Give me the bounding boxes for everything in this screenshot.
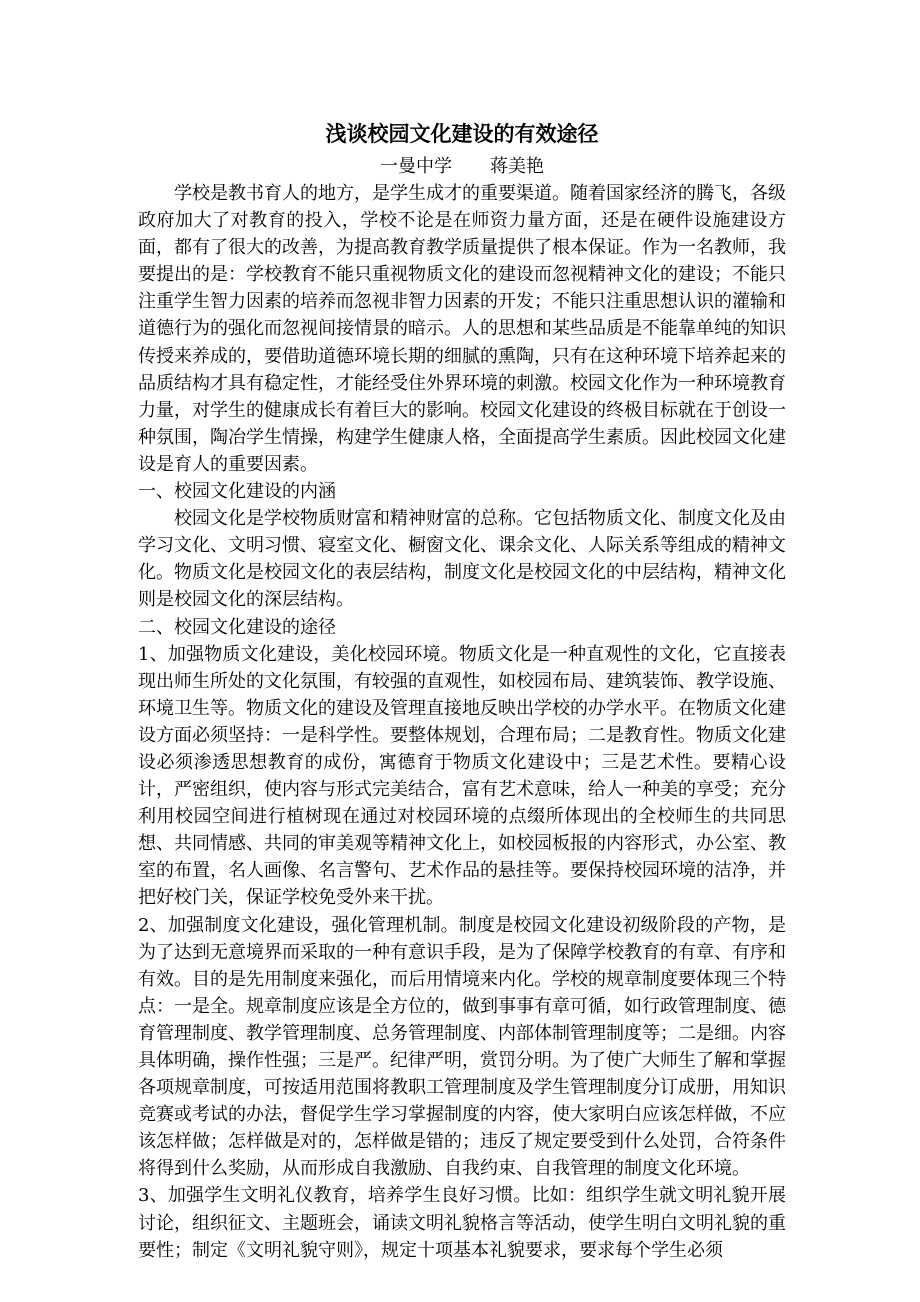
section-heading-2: 二、校园文化建设的途径: [138, 616, 336, 638]
section-1-paragraph: 校园文化是学校物质财富和精神财富的总称。它包括物质文化、制度文化及由学习文化、文明习惯、寝室文化、橱窗文化、课余文化、人际关系等组成的精神文化。物质文化是校园文化的表层结构，制度文化是校园文化的中层结构，精神文化则是校园文化的深层结构。: [138, 508, 786, 611]
section-heading-1: 一、校园文化建设的内涵: [138, 481, 336, 503]
document-page: [138, 118, 786, 1264]
author-name: 蒋美艳: [490, 156, 544, 177]
list-item-2: 2、加强制度文化建设，强化管理机制。制度是校园文化建设初级阶段的产物，是为了达到无意境界而采取的一种有意识手段，是为了保障学校教育的有章、有序和有效。目的是先用制度来强化，而后用情境来内化。学校的规章制度要体现三个特点：一是全。规章制度应该是全方位的，做到事事有章可循，如行政管理制度、德育管理制度、教学管理制度、总务管理制度、内部体制管理制度等；二是细。内容具体明确，操作性强；三是严。纪律严明，赏罚分明。为了使广大师生了解和掌握各项规章制度，可按适用范围将教职工管理制度及学生管理制度分订成册，用知识竞赛或考试的办法，督促学生学习掌握制度的内容，使大家明白应该怎样做，不应该怎样做；怎样做是对的，怎样做是错的；违反了规定要受到什么处罚，合符条件将得到什么奖励，从而形成自我激励、自我约束、自我管理的制度文化环境。: [138, 914, 786, 1180]
list-item-3: 3、加强学生文明礼仪教育，培养学生良好习惯。比如：组织学生就文明礼貌开展讨论，组织征文、主题班会，诵读文明礼貌格言等活动，使学生明白文明礼貌的重要性；制定《文明礼貌守则》，规定十项基本礼貌要求，要求每个学生必须: [138, 1185, 786, 1261]
intro-paragraph: 学校是教书育人的地方，是学生成才的重要渠道。随着国家经济的腾飞，各级政府加大了对教育的投入，学校不论是在师资力量方面，还是在硬件设施建设方面，都有了很大的改善，为提高教育教学质量提供了根本保证。作为一名教师，我要提出的是：学校教育不能只重视物质文化的建设而忽视精神文化的建设；不能只注重学生智力因素的培养而忽视非智力因素的开发；不能只注重思想认识的灌输和道德行为的强化而忽视间接情景的暗示。人的思想和某些品质是不能靠单纯的知识传授来养成的，要借助道德环境长期的细腻的熏陶，只有在这种环境下培养起来的品质结构才具有稳定性，才能经受住外界环境的刺激。校园文化作为一种环境教育力量，对学生的健康成长有着巨大的影响。校园文化建设的终极目标就在于创设一种氛围，陶冶学生情操，构建学生健康人格，全面提高学生素质。因此校园文化建设是育人的重要因素。: [138, 183, 786, 475]
document-title: 浅谈校园文化建设的有效途径: [325, 121, 599, 146]
byline: [138, 154, 786, 180]
school-name: 一曼中学: [380, 156, 452, 177]
list-item-1: 1、加强物质文化建设，美化校园环境。物质文化是一种直观性的文化，它直接表现出师生所处的文化氛围，有较强的直观性，如校园布局、建筑装饰、教学设施、环境卫生等。物质文化的建设及管理直接地反映出学校的办学水平。在物质文化建设方面必须坚持：一是科学性。要整体规划，合理布局；二是教育性。物质文化建设必须渗透思想教育的成份，寓德育于物质文化建设中；三是艺术性。要精心设计，严密组织，使内容与形式完美结合，富有艺术意味，给人一种美的享受；充分利用校园空间进行植树现在通过对校园环境的点缀所体现出的全校师生的共同思想、共同情感、共同的审美观等精神文化上，如校园板报的内容形式，办公室、教室的布置，名人画像、名言警句、艺术作品的悬挂等。要保持校园环境的洁净，并把好校门关，保证学校免受外来干扰。: [138, 643, 786, 909]
